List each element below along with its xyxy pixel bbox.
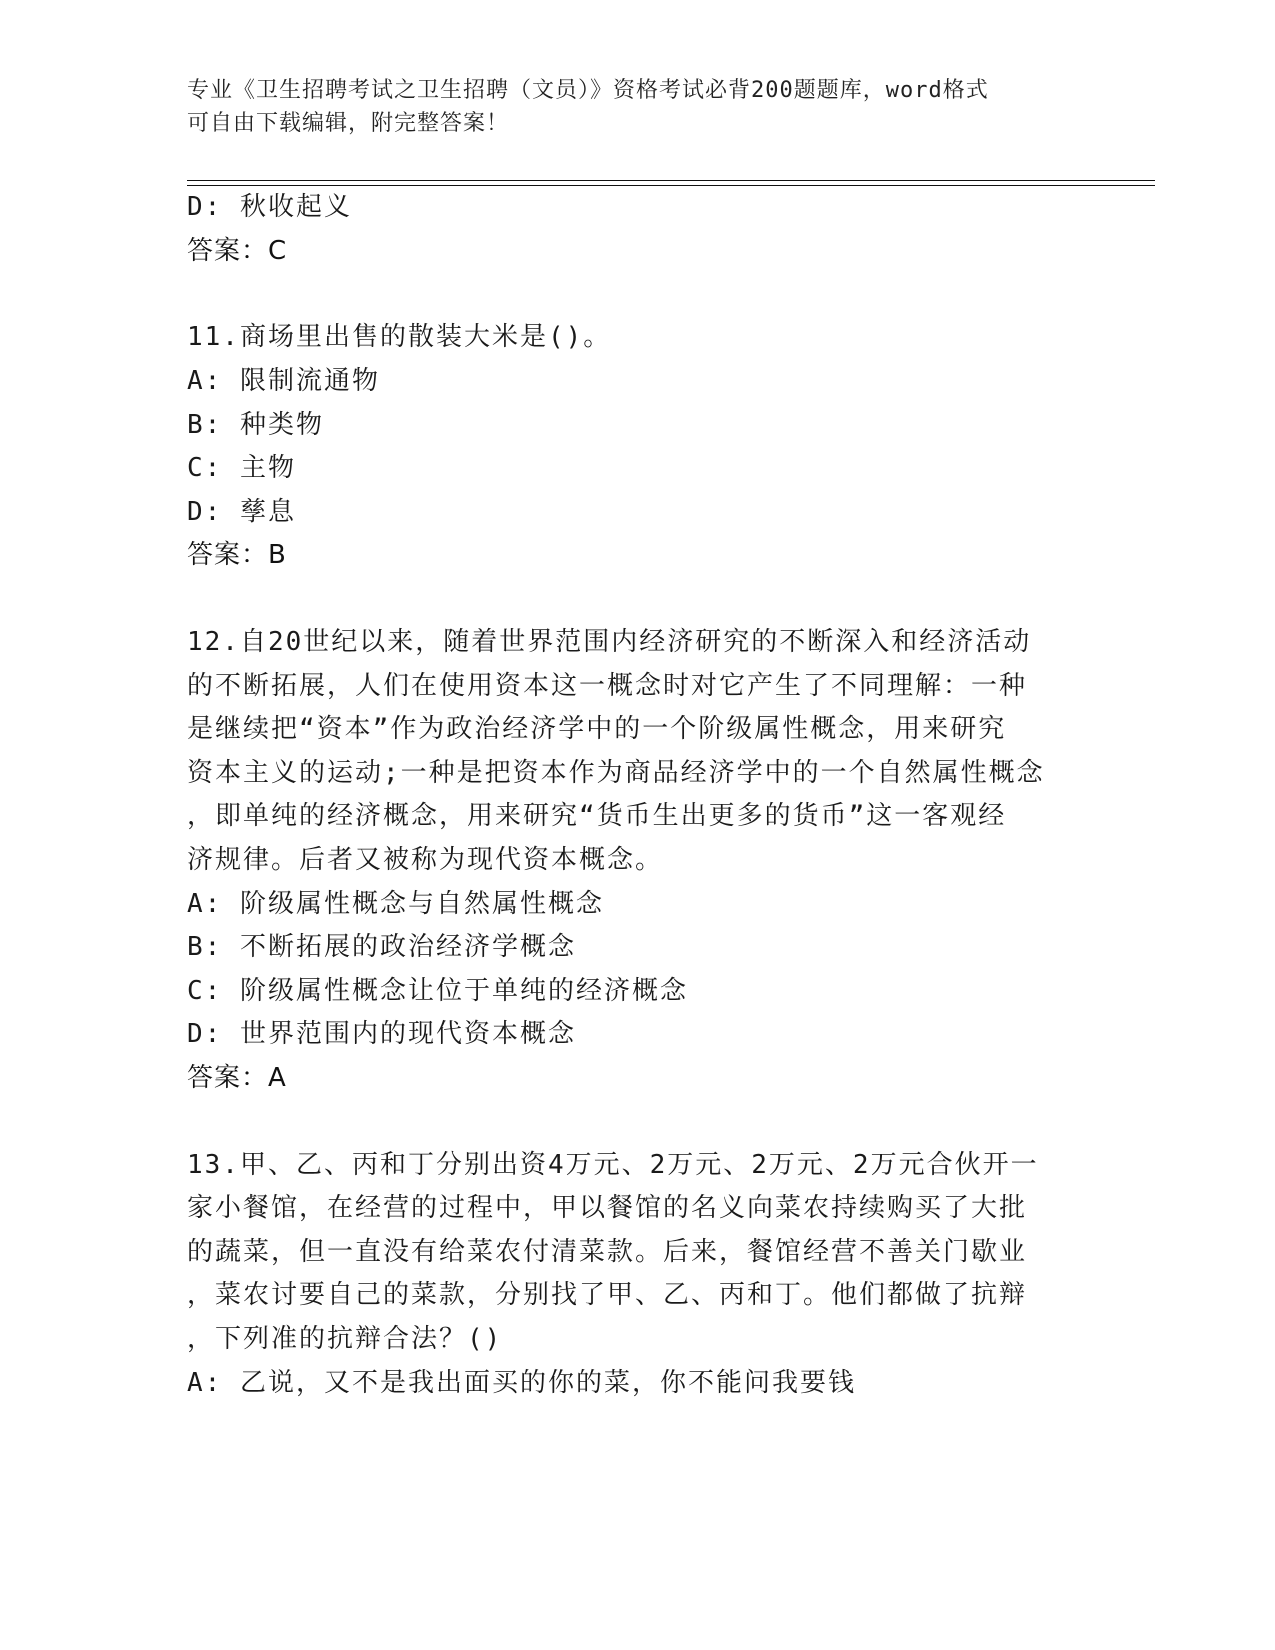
question-12-stem-line: 济规律。后者又被称为现代资本概念。 (187, 845, 664, 875)
question-13-stem-line: 13.甲、乙、丙和丁分别出资4万元、2万元、2万元、2万元合伙开一 (187, 1150, 1039, 1180)
question-12-stem-line: 是继续把“资本”作为政治经济学中的一个阶级属性概念，用来研究 (187, 714, 1007, 744)
header-line-2: 可自由下载编辑，附完整答案！ (187, 111, 510, 136)
question-12-option-a: A: 阶级属性概念与自然属性概念 (187, 889, 604, 919)
question-11-answer: 答案：B (187, 540, 287, 570)
answer-label: 答案：C (187, 236, 288, 266)
header-divider-top (187, 180, 1155, 181)
question-11-option-a: A: 限制流通物 (187, 366, 380, 396)
question-13-stem-line: ，下列准的抗辩合法？() (187, 1324, 503, 1354)
option-d: D: 秋收起义 (187, 192, 352, 222)
question-12-option-c: C: 阶级属性概念让位于单纯的经济概念 (187, 976, 688, 1006)
question-11-option-d: D: 孳息 (187, 497, 296, 527)
question-12-stem-line: 的不断拓展，人们在使用资本这一概念时对它产生了不同理解：一种 (187, 671, 1028, 701)
question-13-stem-line: ，菜农讨要自己的菜款，分别找了甲、乙、丙和丁。他们都做了抗辩 (187, 1280, 1028, 1310)
question-11-option-c: C: 主物 (187, 453, 296, 483)
question-11-option-b: B: 种类物 (187, 410, 324, 440)
question-11-stem: 11.商场里出售的散装大米是()。 (187, 322, 612, 352)
question-12-stem-line: 12.自20世纪以来，随着世界范围内经济研究的不断深入和经济活动 (187, 627, 1032, 657)
header-line-1: 专业《卫生招聘考试之卫生招聘（文员）》资格考试必背200题题库，word格式 (187, 78, 989, 103)
question-13-stem-line: 家小餐馆，在经营的过程中，甲以餐馆的名义向菜农持续购买了大批 (187, 1193, 1028, 1223)
question-12-option-d: D: 世界范围内的现代资本概念 (187, 1019, 576, 1049)
question-13-stem-line: 的蔬菜，但一直没有给菜农付清菜款。后来，餐馆经营不善关门歇业 (187, 1237, 1028, 1267)
question-12-stem-line: 资本主义的运动;一种是把资本作为商品经济学中的一个自然属性概念 (187, 758, 1045, 788)
question-12-option-b: B: 不断拓展的政治经济学概念 (187, 932, 576, 962)
question-12-answer: 答案：A (187, 1063, 287, 1093)
document-header (187, 74, 1087, 140)
question-12-stem-line: ，即单纯的经济概念，用来研究“货币生出更多的货币”这一客观经 (187, 801, 1007, 831)
question-13-option-a: A: 乙说，又不是我出面买的你的菜，你不能问我要钱 (187, 1368, 856, 1398)
